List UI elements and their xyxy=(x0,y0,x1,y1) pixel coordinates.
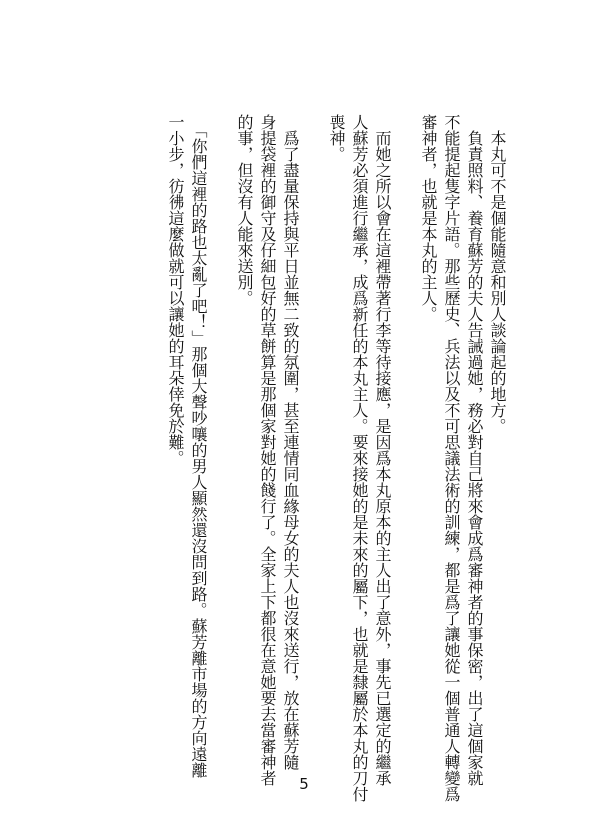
text-line: 本丸可不是個能隨意和別人談論起的地方。 xyxy=(488,114,507,434)
text-line: 審神者，也就是本丸的主人。 xyxy=(419,114,438,322)
text-line: 爲了盡量保持與平日並無二致的氛圍，甚至連情同血緣母女的夫人也沒來送行，放在蘇芳隨 xyxy=(281,114,300,770)
text-line: 不能提起隻字片語。那些歷史、兵法以及不可思議法術的訓練，都是爲了讓她從一個普通人轉變爲 xyxy=(442,114,461,802)
text-line: 的事，但沒有人能來送別。 xyxy=(235,114,254,306)
text-line: 喪神。 xyxy=(327,114,346,162)
text-line: 人蘇芳必須進行繼承，成爲新任的本丸主人。要來接她的是未來的屬下，也就是隸屬於本丸的刀付 xyxy=(350,114,369,802)
page-number: 5 xyxy=(299,775,309,793)
text-line: 而她之所以會在這裡帶著行李等待接應，是因爲本丸原本的主人出了意外，事先已選定的繼承 xyxy=(373,114,392,786)
text-line: 身提袋裡的御守及仔細包好的草餅算是那個家對她的餞行了。全家上下都很在意她要去當審神者 xyxy=(258,114,277,786)
text-line: 「你們這裡的路也太亂了吧！」那個大聲吵嚷的男人顯然還沒問到路。蘇芳離市場的方向遠離 xyxy=(189,114,208,778)
text-line: 負責照料、養育蘇芳的夫人告誡過她，務必對自己將來會成爲審神者的事保密，出了這個家就 xyxy=(465,114,484,786)
text-line: 一小步，彷彿這麼做就可以讓她的耳朵倖免於難。 xyxy=(166,114,185,466)
